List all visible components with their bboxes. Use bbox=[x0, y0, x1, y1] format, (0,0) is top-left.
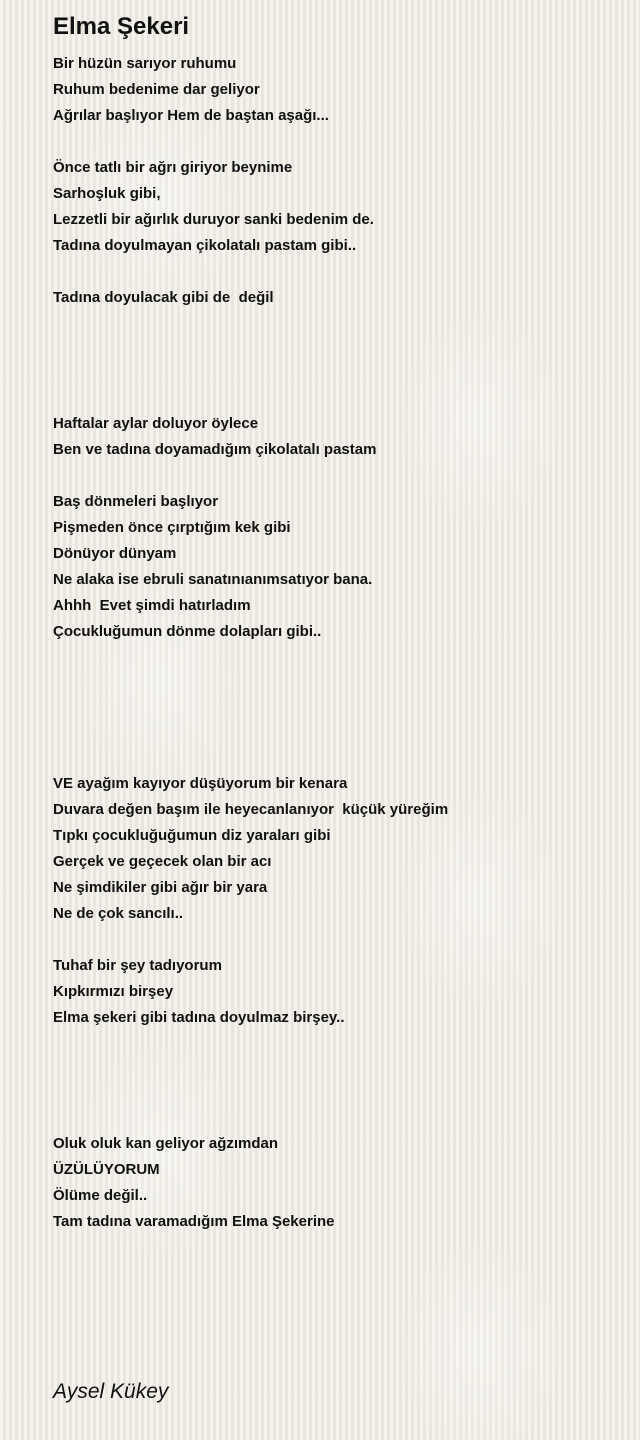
poem-line: VE ayağım kayıyor düşüyorum bir kenara bbox=[53, 775, 348, 792]
stanza-1 bbox=[53, 51, 329, 129]
poem-line: Tıpkı çocukluğuğumun diz yaraları gibi bbox=[53, 827, 331, 844]
poem-line: Oluk oluk kan geliyor ağzımdan bbox=[53, 1135, 279, 1152]
poem-line: Dönüyor dünyam bbox=[53, 545, 177, 562]
poem-line: Tadına doyulacak gibi de değil bbox=[53, 289, 274, 306]
poem-line: Ağrılar başlıyor Hem de baştan aşağı... bbox=[53, 107, 329, 124]
poem-line: Ne alaka ise ebruli sanatınıanımsatıyor bana. bbox=[53, 571, 373, 588]
stanza-4 bbox=[53, 411, 376, 463]
stanza-7 bbox=[53, 953, 345, 1031]
poem-line: Lezzetli bir ağırlık duruyor sanki bedenim de. bbox=[53, 211, 374, 228]
poem-line: Tadına doyulmayan çikolatalı pastam gibi.. bbox=[53, 237, 357, 254]
poem-line: Baş dönmeleri başlıyor bbox=[53, 493, 219, 510]
poem-line: Ne şimdikiler gibi ağır bir yara bbox=[53, 879, 268, 896]
stanza-5 bbox=[53, 489, 372, 645]
poem-line: Tuhaf bir şey tadıyorum bbox=[53, 957, 222, 974]
poem-line: Elma şekeri gibi tadına doyulmaz birşey.. bbox=[53, 1009, 345, 1026]
poem-line: Ne de çok sancılı.. bbox=[53, 905, 184, 922]
stanza-8 bbox=[53, 1131, 335, 1235]
poem-line: Sarhoşluk gibi, bbox=[53, 185, 161, 202]
stanza-6 bbox=[53, 771, 448, 927]
poem-line: Ruhum bedenime dar geliyor bbox=[53, 81, 260, 98]
poem-line: Ahhh Evet şimdi hatırladım bbox=[53, 597, 251, 614]
poem-line: Tam tadına varamadığım Elma Şekerine bbox=[53, 1213, 335, 1230]
poem-title: Elma Şekeri bbox=[53, 13, 190, 40]
poem-line: Ben ve tadına doyamadığım çikolatalı pastam bbox=[53, 441, 377, 458]
poem-line: Pişmeden önce çırptığım kek gibi bbox=[53, 519, 291, 536]
poem-author: Aysel Kükey bbox=[53, 1380, 169, 1403]
stanza-2 bbox=[53, 155, 374, 259]
poem-line: Haftalar aylar doluyor öylece bbox=[53, 415, 259, 432]
poem-line: Ölüme değil.. bbox=[53, 1187, 148, 1204]
poem-line: Çocukluğumun dönme dolapları gibi.. bbox=[53, 623, 322, 640]
poem-line: Gerçek ve geçecek olan bir acı bbox=[53, 853, 272, 870]
poem-line: Duvara değen başım ile heyecanlanıyor küçük yüreğim bbox=[53, 801, 449, 818]
poem-line: Kıpkırmızı birşey bbox=[53, 983, 174, 1000]
stanza-3 bbox=[53, 285, 274, 311]
poem-line: Bir hüzün sarıyor ruhumu bbox=[53, 55, 237, 72]
poem-line: ÜZÜLÜYORUM bbox=[53, 1161, 160, 1178]
poem-line: Önce tatlı bir ağrı giriyor beynime bbox=[53, 159, 293, 176]
